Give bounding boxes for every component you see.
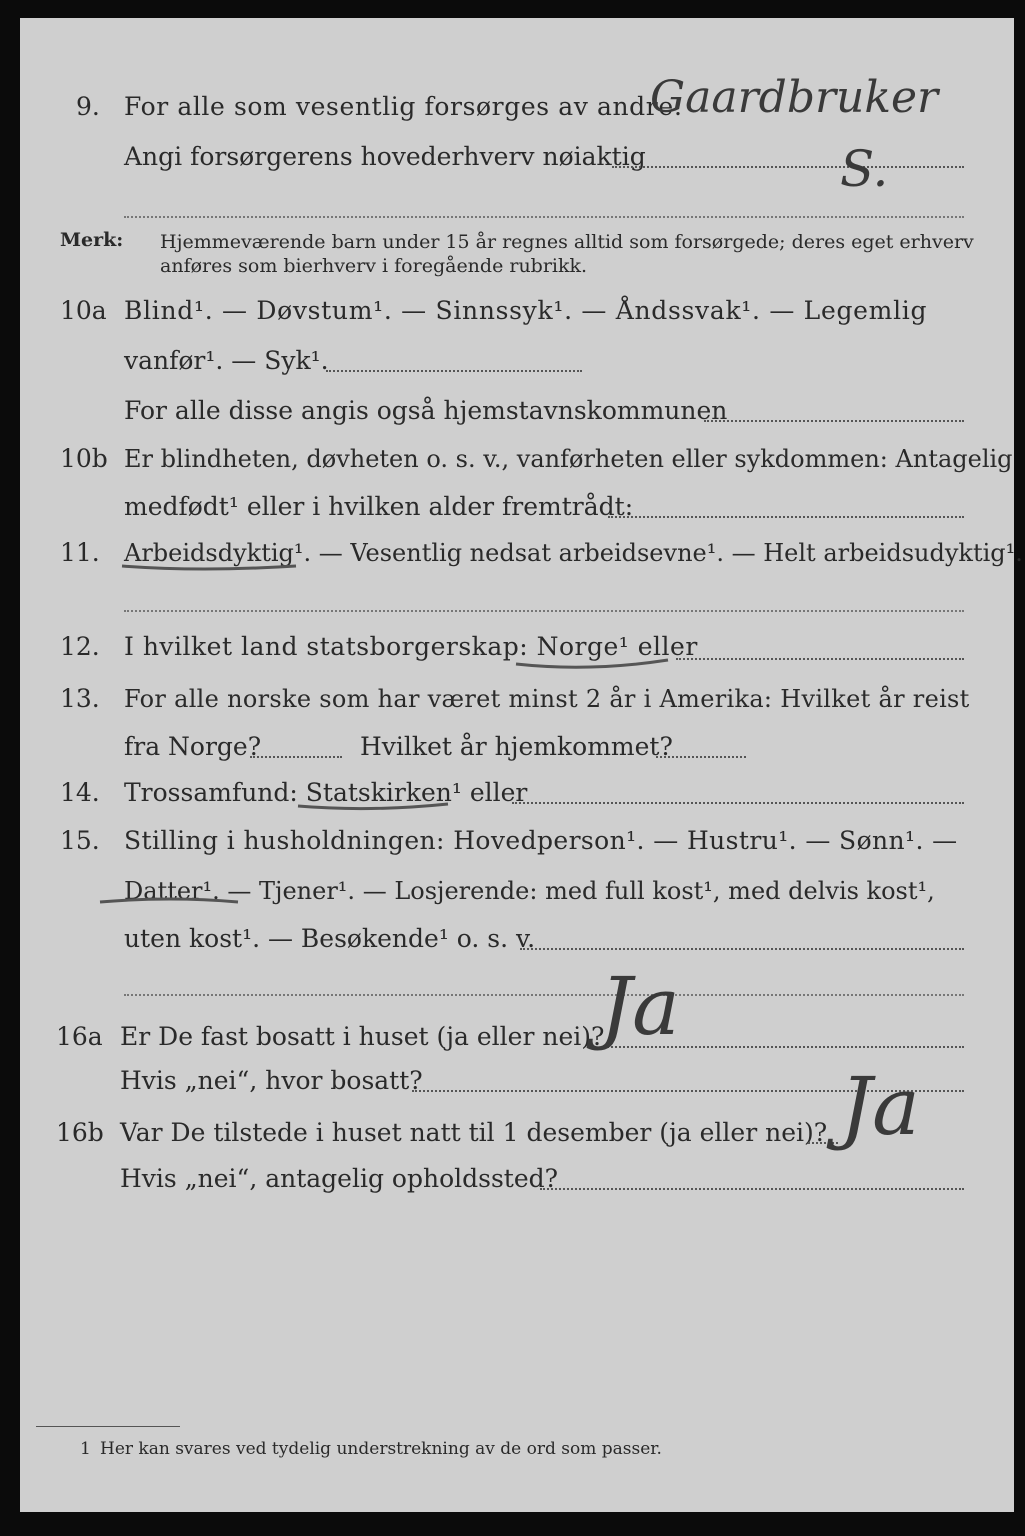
merk-text-line1: Hjemmeværende barn under 15 år regnes alltid som forsørgede; deres eget erhverv <box>160 231 974 253</box>
q13-text-line1: For alle norske som har været minst 2 år i Amerika: Hvilket år reist <box>124 685 970 713</box>
question-number: 16a <box>56 1022 103 1051</box>
q16a-text-line2: Hvis „nei“, hvor bosatt? <box>120 1066 423 1095</box>
handwritten-answer-ditto: S. <box>840 140 889 198</box>
q10b-text-line1: Er blindheten, døvheten o. s. v., vanførheten eller sykdommen: Antagelig <box>124 445 1013 473</box>
merk-label: Merk: <box>60 229 124 251</box>
question-number: 11. <box>60 538 100 567</box>
q14-text-line1: Trossamfund: Statskirken¹ eller <box>124 778 528 807</box>
q16b-text-line2: Hvis „nei“, antagelig opholdssted? <box>120 1164 559 1193</box>
q15-text-line3: uten kost¹. — Besøkende¹ o. s. v. <box>124 924 536 953</box>
question-number: 9. <box>76 92 100 121</box>
q10a-text-line2: vanfør¹. — Syk¹. <box>124 346 329 375</box>
question-number: 10b <box>60 444 108 473</box>
underline-statskirken <box>298 804 448 809</box>
q12-text-line1: I hvilket land statsborgerskap: Norge¹ eller <box>124 632 698 661</box>
q10a-text-line3: For alle disse angis også hjemstavnskommunen <box>124 396 728 425</box>
underline-arbeidsdyktig <box>122 566 296 569</box>
q13-text-line2a: fra Norge? <box>124 732 262 761</box>
q11-text-line1: Arbeidsdyktig¹. — Vesentlig nedsat arbeidsevne¹. — Helt arbeidsudyktig¹. <box>124 539 1023 567</box>
q16b-text-line1: Var De tilstede i huset natt til 1 desember (ja eller nei)? <box>120 1118 828 1147</box>
q13-text-line2b: Hvilket år hjemkommet? <box>360 732 673 761</box>
q9-text-line2: Angi forsørgerens hovederhverv nøiaktig <box>124 142 646 171</box>
underline-norge <box>516 660 668 667</box>
handwritten-answer-16a: Ja <box>600 960 680 1053</box>
handwritten-answer-16b: Ja <box>840 1060 920 1153</box>
q15-text-line1: Stilling i husholdningen: Hovedperson¹. — Hustru¹. — Sønn¹. — <box>124 826 958 855</box>
q10b-text-line2: medfødt¹ eller i hvilken alder fremtrådt: <box>124 492 634 521</box>
handwritten-answer-occupation: Gaardbruker <box>650 72 939 123</box>
question-number: 15. <box>60 826 100 855</box>
question-number: 10a <box>60 296 107 325</box>
q9-text-line1: For alle som vesentlig forsørges av andre: <box>124 92 683 121</box>
underline-datter <box>100 899 238 902</box>
merk-text-line2: anføres som bierhverv i foregående rubrikk. <box>160 255 588 277</box>
question-number: 16b <box>56 1118 104 1147</box>
q10a-text-line1: Blind¹. — Døvstum¹. — Sinnssyk¹. — Åndssvak¹. — Legemlig <box>124 296 928 325</box>
q15-text-line2: Datter¹. — Tjener¹. — Losjerende: med full kost¹, med delvis kost¹, <box>124 877 935 905</box>
footnote-text: Her kan svares ved tydelig understrekning av de ord som passer. <box>100 1439 662 1459</box>
question-number: 13. <box>60 684 100 713</box>
q16a-text-line1: Er De fast bosatt i huset (ja eller nei)? <box>120 1022 605 1051</box>
footnote-mark: 1 <box>80 1439 91 1459</box>
footnote-separator <box>36 1426 180 1427</box>
question-number: 12. <box>60 632 100 661</box>
question-number: 14. <box>60 778 100 807</box>
